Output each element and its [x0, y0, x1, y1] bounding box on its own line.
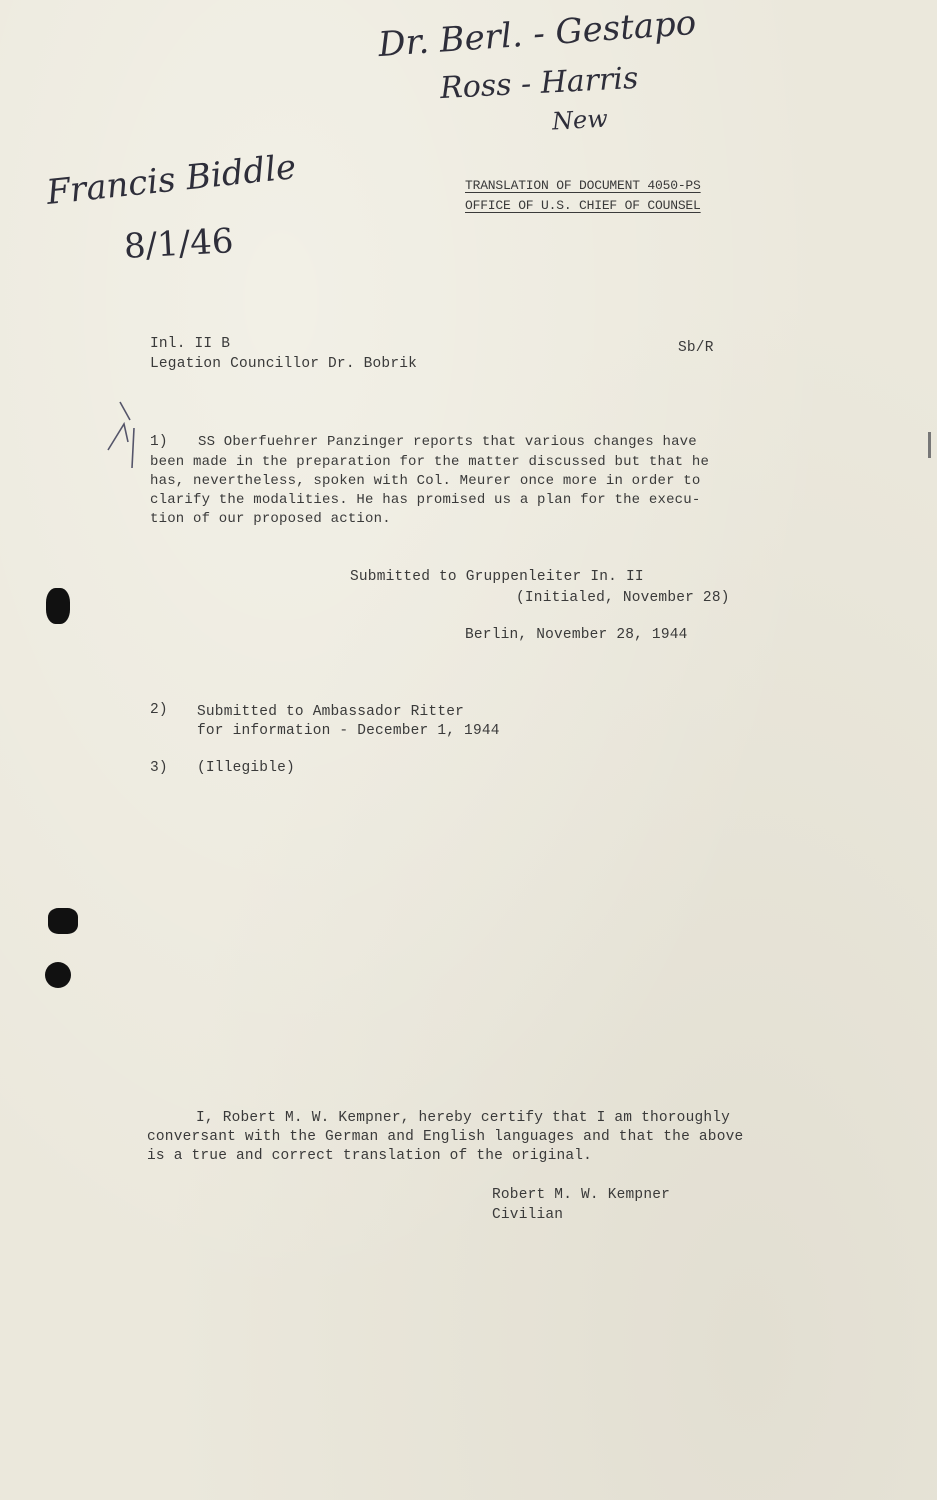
handwritten-signature-name: Francis Biddle	[44, 147, 298, 213]
punch-hole	[45, 962, 71, 988]
item2-line2: for information - December 1, 1944	[197, 723, 500, 739]
document-header-line2: OFFICE OF U.S. CHIEF OF COUNSEL	[465, 198, 701, 213]
signature-name: Robert M. W. Kempner	[492, 1187, 671, 1203]
punch-hole	[48, 908, 78, 934]
handwritten-date: 8/1/46	[123, 221, 235, 267]
certification-line: is a true and correct translation of the original.	[147, 1148, 593, 1164]
address-line1: Inl. II B	[150, 336, 231, 352]
certification-line: I, Robert M. W. Kempner, hereby certify that I am thoroughly	[196, 1110, 731, 1126]
submitted-line1: Submitted to Gruppenleiter In. II	[350, 569, 644, 585]
item2-number: 2)	[150, 702, 168, 718]
edge-mark	[928, 432, 931, 458]
submitted-line2: (Initialed, November 28)	[516, 590, 730, 606]
item1-line: SS Oberfuehrer Panzinger reports that various changes have	[198, 434, 697, 450]
item1-line: been made in the preparation for the matter discussed but that he	[150, 454, 710, 470]
handwritten-note-line2: Ross - Harris	[439, 60, 640, 107]
item1-line: has, nevertheless, spoken with Col. Meurer once more in order to	[150, 473, 701, 489]
signature-title: Civilian	[492, 1207, 564, 1223]
place-date: Berlin, November 28, 1944	[465, 627, 688, 643]
handwritten-note-line1: Dr. Berl. - Gestapo	[376, 2, 698, 66]
reference-code: Sb/R	[678, 340, 714, 356]
item2-line1: Submitted to Ambassador Ritter	[197, 704, 465, 720]
punch-hole	[46, 588, 70, 624]
item1-line: tion of our proposed action.	[150, 511, 391, 527]
margin-mark-icon	[100, 398, 145, 478]
item1-number: 1)	[150, 434, 168, 450]
item1-line: clarify the modalities. He has promised us a plan for the execu-	[150, 492, 701, 508]
document-header-line1: TRANSLATION OF DOCUMENT 4050-PS	[465, 178, 701, 193]
handwritten-note-line3: New	[551, 104, 609, 136]
item3-number: 3)	[150, 760, 168, 776]
certification-line: conversant with the German and English languages and that the above	[147, 1129, 744, 1145]
item3-text: (Illegible)	[197, 760, 295, 776]
address-line2: Legation Councillor Dr. Bobrik	[150, 356, 418, 372]
